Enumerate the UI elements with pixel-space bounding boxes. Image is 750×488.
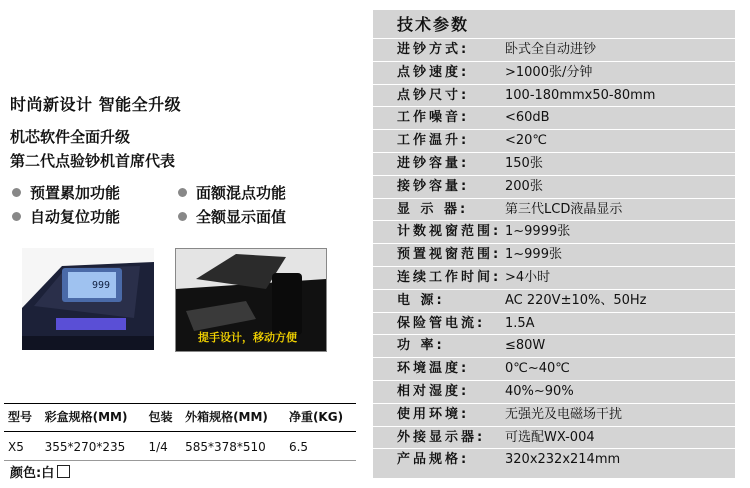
color-label: 颜色:白 — [10, 466, 55, 481]
spec-key: 接钞容量: — [397, 178, 470, 194]
tech-spec-panel — [373, 10, 735, 478]
spec-key: 环境温度: — [397, 361, 470, 377]
table-cell: X5 — [4, 432, 41, 461]
bullet-icon — [12, 212, 21, 221]
table-cell: 585*378*510 — [181, 432, 285, 461]
column-header: 型号 — [4, 404, 41, 432]
spec-key: 进钞方式: — [397, 42, 470, 57]
spec-value: <60dB — [505, 110, 550, 126]
spec-value: 可选配WX-004 — [505, 429, 595, 445]
spec-row — [373, 152, 735, 175]
spec-row — [373, 289, 735, 312]
spec-value: >1000张/分钟 — [505, 64, 593, 80]
spec-key: 预置视窗范围: — [397, 247, 502, 263]
spec-row — [373, 220, 735, 243]
spec-row — [373, 243, 735, 266]
subtitle-2: 第二代点验钞机首席代表 — [10, 152, 176, 170]
bullet-icon — [178, 212, 187, 221]
spec-key: 产品规格: — [397, 452, 470, 468]
feature-item — [178, 206, 286, 227]
feature-item — [12, 206, 120, 227]
feature-item — [178, 182, 286, 203]
table-row — [4, 432, 356, 461]
machine-display-photo — [22, 248, 154, 350]
spec-value: <20℃ — [505, 133, 548, 149]
spec-row — [373, 129, 735, 152]
feature-label: 自动复位功能 — [30, 208, 121, 226]
spec-key: 电 源: — [397, 292, 445, 308]
spec-row — [373, 334, 735, 357]
column-header: 净重(KG) — [285, 404, 356, 432]
column-header: 包装 — [144, 404, 181, 432]
spec-value: 100-180mmx50-80mm — [505, 87, 656, 103]
spec-row — [373, 198, 735, 221]
spec-value: ≤80W — [505, 338, 546, 354]
spec-value: >4小时 — [505, 269, 551, 285]
color-option — [10, 462, 70, 481]
spec-row — [373, 380, 735, 403]
spec-row — [373, 426, 735, 449]
spec-row — [373, 266, 735, 289]
column-header: 彩盒规格(MM) — [41, 404, 145, 432]
spec-value: 1~999张 — [505, 247, 562, 263]
bullet-icon — [178, 188, 187, 197]
spec-row — [373, 106, 735, 129]
spec-key: 外接显示器: — [397, 429, 486, 445]
spec-row — [373, 84, 735, 107]
subtitle-1: 机芯软件全面升级 — [10, 128, 131, 146]
spec-key: 点钞速度: — [397, 64, 470, 80]
headline: 时尚新设计 智能全升级 — [10, 95, 182, 114]
spec-value: 卧式全自动进钞 — [505, 42, 597, 57]
spec-key: 使用环境: — [397, 406, 470, 422]
spec-value: 第三代LCD液晶显示 — [505, 201, 623, 217]
spec-value: 1.5A — [505, 315, 535, 331]
spec-value: 40%~90% — [505, 383, 574, 399]
table-header-row — [4, 404, 356, 432]
feature-label: 全额显示面值 — [196, 208, 287, 226]
spec-key: 显 示 器: — [397, 201, 469, 217]
spec-value: 150张 — [505, 155, 543, 171]
left-panel — [0, 0, 372, 488]
spec-value: 无强光及电磁场干扰 — [505, 406, 623, 422]
spec-row — [373, 175, 735, 198]
spec-value: 320x232x214mm — [505, 452, 621, 468]
bullet-icon — [12, 188, 21, 197]
photo-caption: 提手设计，移动方便 — [198, 331, 297, 344]
spec-key: 点钞尺寸: — [397, 87, 470, 103]
spec-row — [373, 403, 735, 426]
lcd-readout: 999 — [92, 280, 111, 291]
machine-handle-photo — [175, 248, 327, 352]
spec-row — [373, 312, 735, 335]
tech-spec-title: 技术参数 — [397, 15, 470, 34]
table-cell: 1/4 — [144, 432, 181, 461]
spec-key: 进钞容量: — [397, 155, 470, 171]
spec-key: 计数视窗范围: — [397, 224, 502, 240]
spec-row — [373, 448, 735, 471]
spec-row — [373, 357, 735, 380]
packaging-table — [4, 403, 356, 461]
feature-label: 预置累加功能 — [30, 184, 121, 202]
spec-value: 1~9999张 — [505, 224, 571, 240]
spec-key: 工作噪音: — [397, 110, 470, 126]
tech-spec-list — [373, 38, 735, 471]
spec-value: 200张 — [505, 178, 543, 194]
spec-key: 功 率: — [397, 338, 445, 354]
spec-value: 0℃~40℃ — [505, 361, 570, 377]
feature-item — [12, 182, 120, 203]
column-header: 外箱规格(MM) — [181, 404, 285, 432]
spec-key: 保险管电流: — [397, 315, 486, 331]
spec-key: 工作温升: — [397, 133, 470, 149]
color-swatch — [57, 465, 70, 478]
table-cell: 6.5 — [285, 432, 356, 461]
table-cell: 355*270*235 — [41, 432, 145, 461]
feature-label: 面额混点功能 — [196, 184, 287, 202]
spec-row — [373, 61, 735, 84]
spec-value: AC 220V±10%、50Hz — [505, 292, 647, 308]
spec-key: 相对湿度: — [397, 383, 470, 399]
spec-key: 连续工作时间: — [397, 269, 502, 285]
spec-row — [373, 38, 735, 61]
